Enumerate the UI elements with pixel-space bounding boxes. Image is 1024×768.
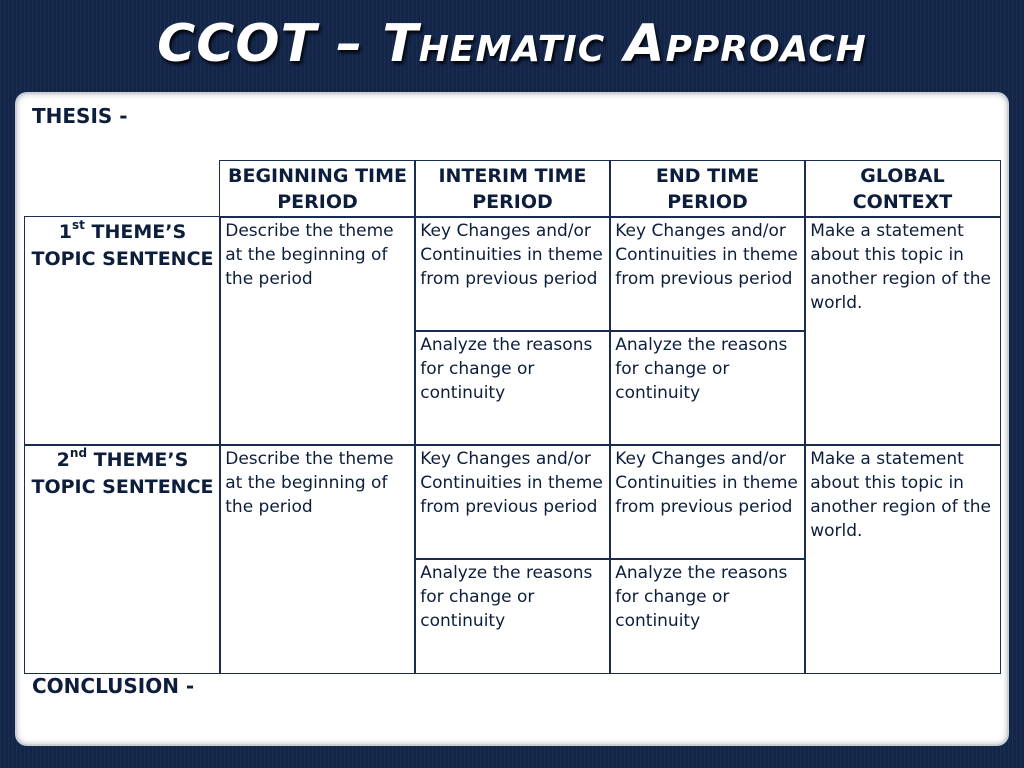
row-ordinal-suffix: st [72,217,85,232]
cell-theme-1-beginning: Describe the theme at the beginning of the period [219,216,416,446]
cell-theme-1-global: Make a statement about this topic in another region of the world. [804,216,1001,446]
column-header-beginning: BEGINNING TIME PERIOD [219,160,416,218]
table-corner [25,161,220,217]
row-ordinal: 2 [56,449,70,472]
cell-theme-2-global: Make a statement about this topic in another region of the world. [804,444,1001,674]
column-header-interim: INTERIM TIME PERIOD [414,160,611,218]
column-header-global: GLOBAL CONTEXT [804,160,1001,218]
cell-theme-2-beginning: Describe the theme at the beginning of the period [219,444,416,674]
cell-theme-2-interim-changes: Key Changes and/or Continuities in theme from previous period [414,444,611,560]
row-ordinal-suffix: nd [69,445,88,460]
cell-theme-2-end-changes: Key Changes and/or Continuities in theme from previous period [609,444,806,560]
column-header-end: END TIME PERIOD [609,160,806,218]
row-label: THEME’S TOPIC SENTENCE [31,449,214,499]
slide-title: CCOT – Thematic Approach [157,14,867,74]
cell-theme-1-end-changes: Key Changes and/or Continuities in theme from previous period [609,216,806,332]
conclusion-label: CONCLUSION - [32,674,195,698]
cell-theme-2-end-reasons: Analyze the reasons for change or continuity [609,558,806,674]
ccot-table [25,161,1000,673]
row-header-theme-1 [24,216,221,446]
thesis-label: THESIS - [32,104,128,128]
cell-theme-1-interim-changes: Key Changes and/or Continuities in theme from previous period [414,216,611,332]
cell-theme-1-end-reasons: Analyze the reasons for change or continuity [609,330,806,446]
row-label: THEME’S TOPIC SENTENCE [31,221,214,271]
cell-theme-1-interim-reasons: Analyze the reasons for change or continuity [414,330,611,446]
cell-theme-2-interim-reasons: Analyze the reasons for change or continuity [414,558,611,674]
content-card [17,94,1007,744]
row-ordinal: 1 [58,221,73,244]
row-header-theme-2 [24,444,221,674]
